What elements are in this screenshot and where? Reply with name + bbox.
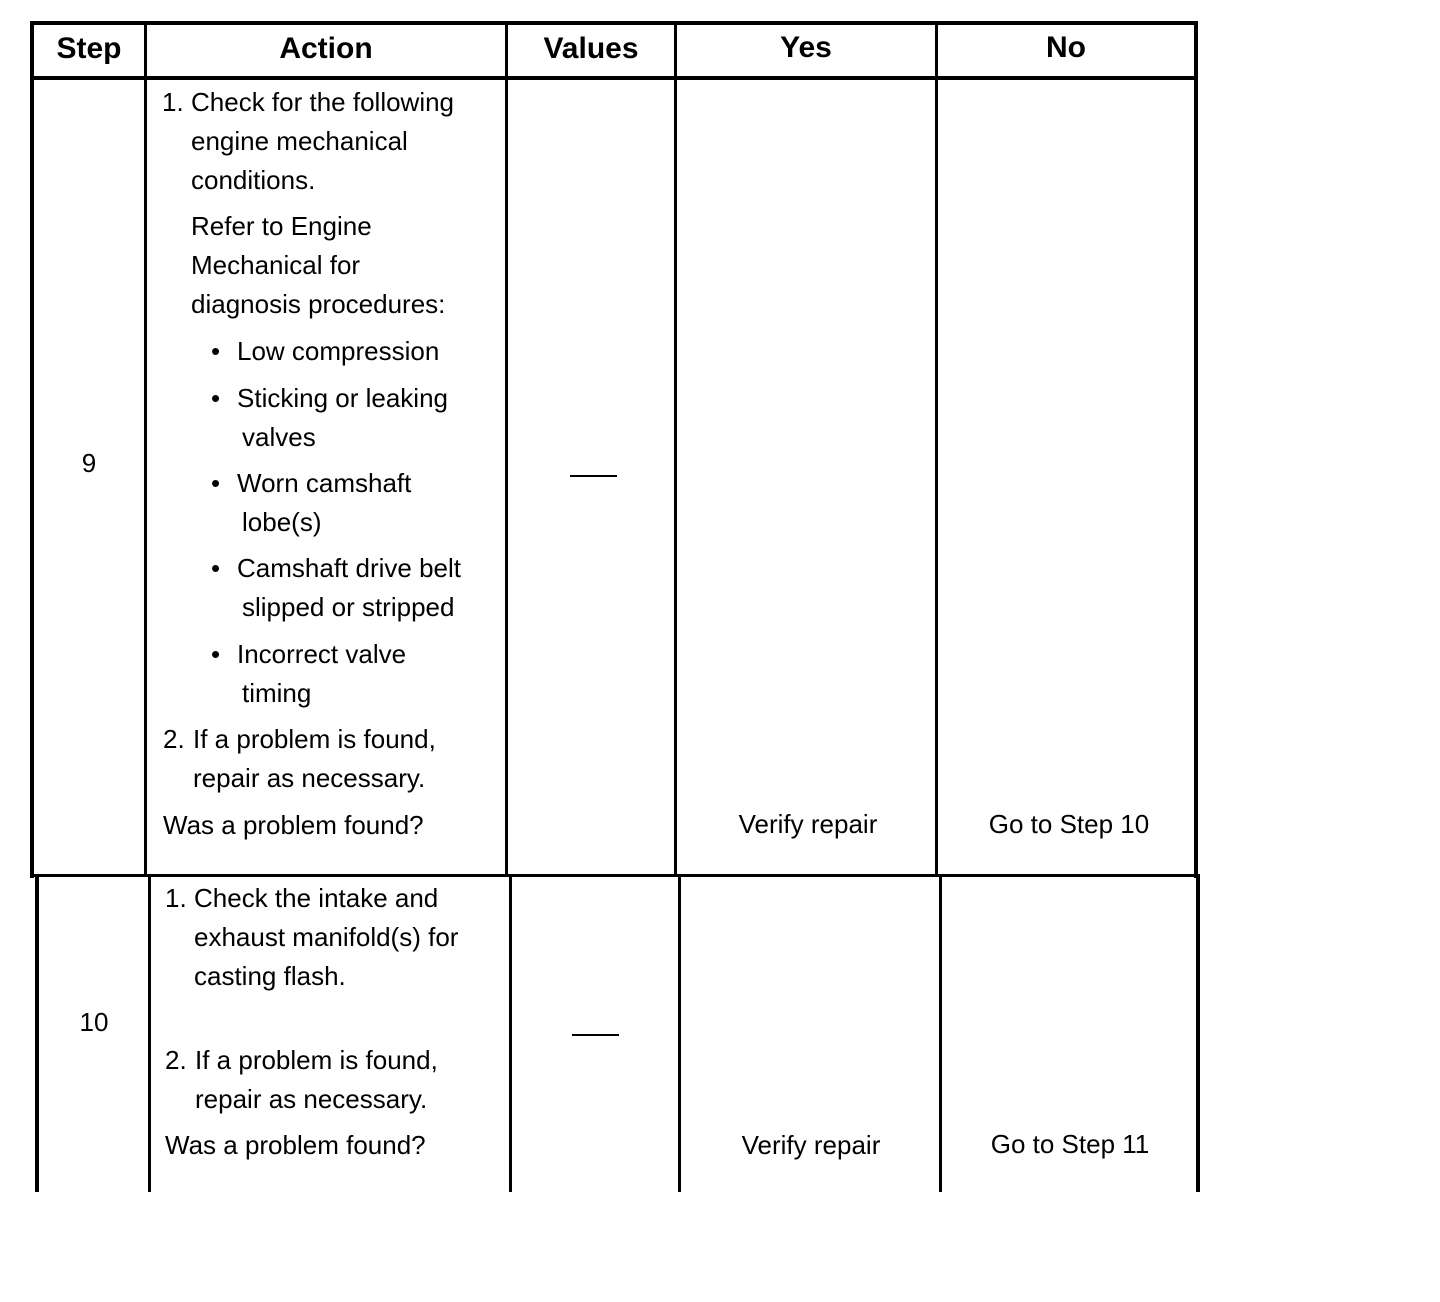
table-right-border bbox=[1194, 21, 1198, 878]
values-dash bbox=[572, 1034, 619, 1036]
bullet-text: Sticking or leaking bbox=[237, 383, 448, 413]
action-text: If a problem is found, bbox=[195, 1045, 438, 1075]
action-item-number: 2. bbox=[163, 724, 185, 754]
action-text: repair as necessary. bbox=[195, 1084, 428, 1114]
action-item-number: 1. bbox=[165, 883, 187, 913]
action-text: Check for the following bbox=[191, 87, 455, 117]
header-values: Values bbox=[543, 32, 639, 65]
action-text: diagnosis procedures: bbox=[191, 289, 446, 319]
column-divider bbox=[505, 21, 508, 877]
action-question: Was a problem found? bbox=[165, 1130, 426, 1160]
bullet-icon: • bbox=[211, 468, 221, 498]
header-bottom-border bbox=[30, 76, 1198, 80]
action-text: Check the intake and bbox=[194, 883, 439, 913]
bullet-icon: • bbox=[211, 639, 221, 669]
header-yes: Yes bbox=[780, 31, 832, 64]
header-action: Action bbox=[279, 32, 373, 65]
column-divider bbox=[935, 21, 938, 877]
action-text: exhaust manifold(s) for bbox=[194, 922, 459, 952]
action-question: Was a problem found? bbox=[163, 810, 424, 840]
step-number: 10 bbox=[79, 1007, 109, 1037]
step-number: 9 bbox=[81, 448, 97, 478]
header-step: Step bbox=[56, 32, 122, 65]
action-text: conditions. bbox=[191, 165, 316, 195]
action-text: repair as necessary. bbox=[193, 763, 426, 793]
bullet-text: timing bbox=[242, 678, 312, 708]
bullet-icon: • bbox=[211, 553, 221, 583]
bullet-text: Worn camshaft bbox=[237, 468, 412, 498]
bullet-icon: • bbox=[211, 336, 221, 366]
column-divider bbox=[674, 21, 677, 877]
bullet-text: slipped or stripped bbox=[242, 592, 455, 622]
values-dash bbox=[570, 475, 617, 477]
table-top-border bbox=[30, 21, 1198, 25]
column-divider bbox=[509, 874, 512, 1192]
values-text bbox=[0, 0, 1, 1]
bullet-text: Low compression bbox=[237, 336, 440, 366]
values-text bbox=[0, 0, 1, 1]
header-no: No bbox=[1046, 31, 1086, 64]
bullet-text: Incorrect valve bbox=[237, 639, 407, 669]
yes-result: Verify repair bbox=[741, 1130, 881, 1160]
action-item-number: 2. bbox=[165, 1045, 187, 1075]
bullet-text: Camshaft drive belt bbox=[237, 553, 461, 583]
action-text: If a problem is found, bbox=[193, 724, 436, 754]
bullet-text: lobe(s) bbox=[242, 507, 322, 537]
no-result: Go to Step 10 bbox=[988, 809, 1150, 839]
action-text: Mechanical for bbox=[191, 250, 361, 280]
column-divider bbox=[144, 21, 147, 877]
action-item-number: 1. bbox=[162, 87, 184, 117]
yes-result: Verify repair bbox=[738, 809, 878, 839]
action-text: Refer to Engine bbox=[191, 211, 372, 241]
bullet-text: valves bbox=[242, 422, 316, 452]
action-text: casting flash. bbox=[194, 961, 346, 991]
bullet-icon: • bbox=[211, 383, 221, 413]
no-result: Go to Step 11 bbox=[990, 1129, 1150, 1159]
action-text: engine mechanical bbox=[191, 126, 408, 156]
row-divider bbox=[34, 874, 1200, 877]
